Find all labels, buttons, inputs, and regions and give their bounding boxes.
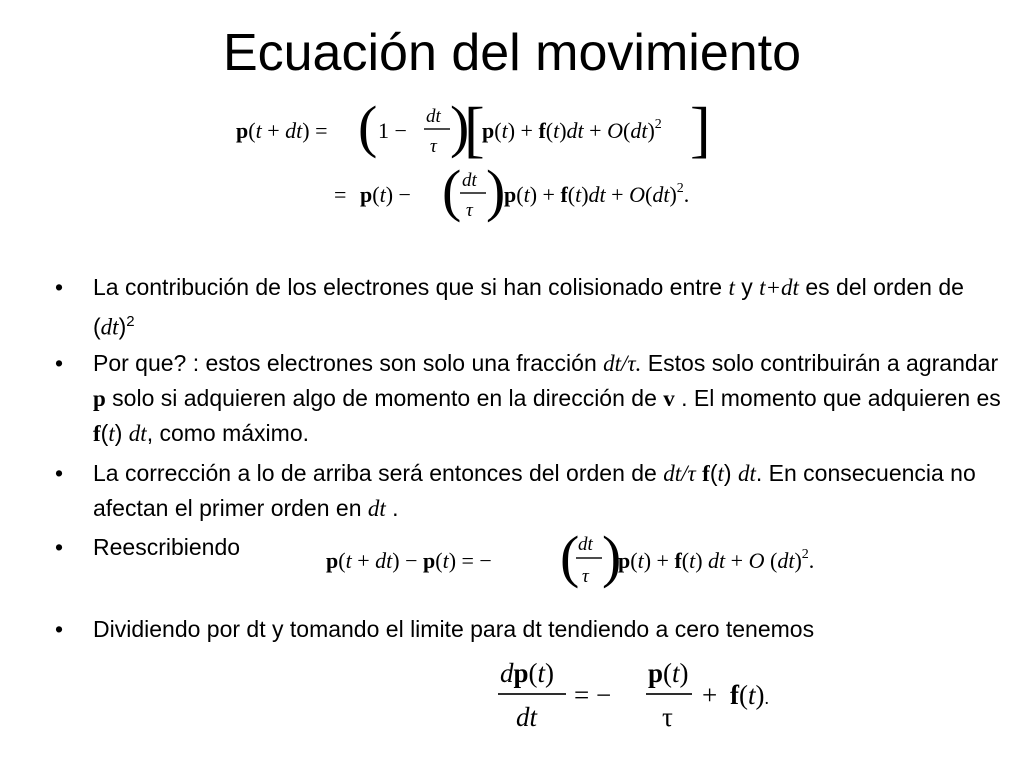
bullet-glyph: •: [55, 460, 64, 486]
eq1b-equals: =: [334, 182, 347, 207]
eq1-lhs: p(t + dt) =: [236, 118, 328, 143]
slide-title: Ecuación del movimiento: [222, 24, 802, 82]
bullet-text: La corrección a lo de arriba será entonces del orden de dt/τ f(t) dt. En consecuencia no afectan el primer orden en dt .: [93, 460, 976, 521]
bullet-text: La contribución de los electrones que si han colisionado entre t y t+dt es del orden de (dt)$^2$: [93, 274, 964, 340]
eq2-lhs: p(t + dt) − p(t) = −: [326, 548, 492, 573]
bullet-text: Por que? : estos electrones son solo una fracción dt/τ. Estos solo contribuirán a agrandar p solo si adquieren algo de momento en la dirección de v . El momento que adquieren es f(t) dt, como máximo.: [93, 350, 1001, 446]
eq3-f-t: f(t).: [730, 680, 770, 710]
eq1-bracket-content: p(t) + f(t)dt + O(dt)$^2$: [482, 117, 662, 143]
equation-rewritten: [322, 526, 862, 596]
eq3-num-right: p(t): [648, 658, 689, 688]
eq2-frac-num: dt: [578, 534, 593, 555]
eq1b-p-t: p(t) −: [360, 182, 411, 207]
equation-differential: [494, 648, 794, 738]
bullet-item-por-que: [55, 346, 1005, 451]
eq1b-frac-den: τ: [466, 200, 473, 221]
eq2-close-paren: ): [602, 526, 622, 589]
eq3-den-left: dt: [516, 702, 538, 732]
bullet-text: Dividiendo por dt y tomando el limite para dt tendiendo a cero tenemos: [93, 616, 815, 642]
eq3-equals-minus: = −: [574, 680, 612, 710]
eq1-open-paren: (: [358, 98, 378, 159]
eq3-num-left: dp(t): [500, 658, 555, 688]
eq3-plus: +: [702, 680, 718, 710]
bullet-text: Reescribiendo: [93, 534, 241, 560]
eq2-rest: p(t) + f(t) dt + O (dt)$^2$.: [618, 547, 815, 573]
bullet-item-correccion: [55, 456, 1005, 526]
eq1b-rest: p(t) + f(t)dt + O(dt)$^2$.: [504, 181, 690, 207]
equation-momentum-update-line1: [236, 98, 716, 168]
eq2-open-paren: (: [560, 526, 580, 589]
eq2-frac-den: τ: [582, 566, 589, 587]
equation-momentum-update-line2: [330, 162, 730, 232]
eq1-close-paren: ): [450, 98, 470, 159]
eq1-frac-den: τ: [430, 136, 437, 157]
eq1-one-minus: 1 −: [378, 118, 407, 143]
bullet-glyph: •: [55, 274, 64, 300]
bullet-glyph: •: [55, 534, 64, 560]
bullet-glyph: •: [55, 616, 64, 642]
eq3-den-right: τ: [662, 702, 673, 732]
eq1-frac-num: dt: [426, 106, 441, 127]
bullet-item-contribucion: [55, 270, 1005, 345]
eq1b-frac-num: dt: [462, 170, 477, 191]
bullet-item-dividiendo: [55, 612, 1005, 646]
eq1-open-bracket: [: [464, 98, 485, 164]
eq1b-open-paren: (: [442, 162, 462, 223]
eq1b-close-paren: ): [486, 162, 506, 223]
eq1-close-bracket: ]: [690, 98, 711, 164]
bullet-glyph: •: [55, 350, 64, 376]
